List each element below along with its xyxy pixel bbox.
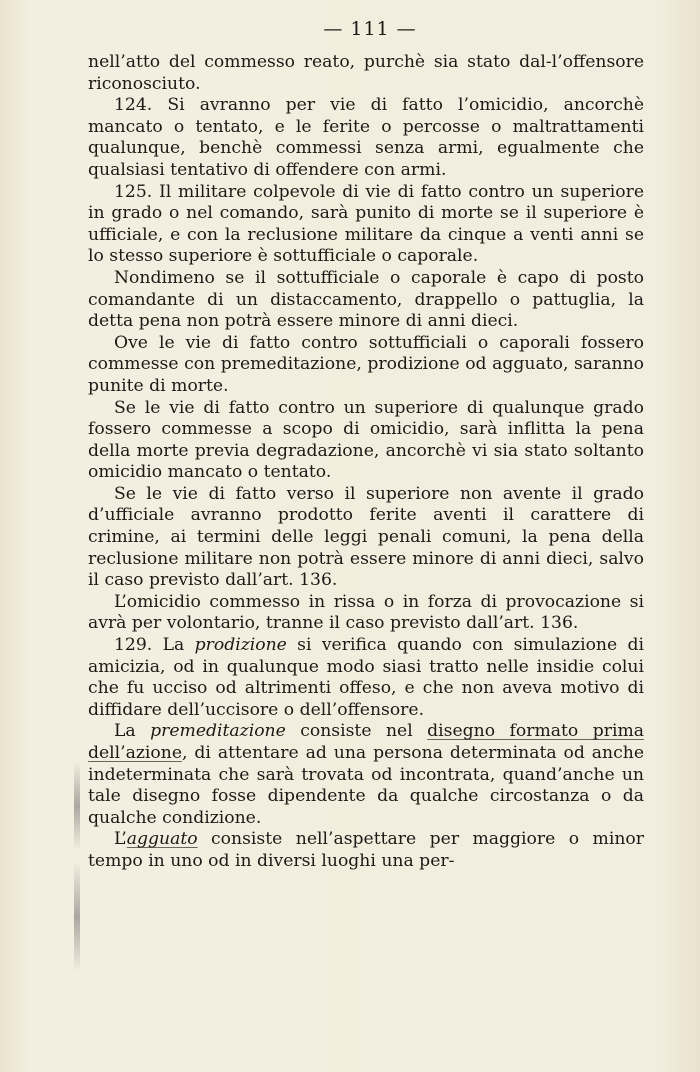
text-run: , di attentare ad una persona determinata od anche indeterminata che sarà trovata od incontrata, quand’anche un tale disegno fosse dipendente da qualche circostanza o da qualche condizione. [88,743,644,828]
body-text [88,52,644,873]
text-run: L’ [114,829,127,850]
paragraph [88,635,644,721]
paragraph [88,592,644,635]
text-run: Se le vie di fatto contro un superiore di qualunque grado fossero commesse a scopo di omicidio, sarà inflitta la pena della morte previa degradazione, ancorchè vi sia stato soltanto omicidio mancato o tentato. [88,397,644,483]
text-run: La [114,721,151,742]
paragraph [88,182,644,268]
text-run: L’omicidio commesso in rissa o in forza di provocazione si avrà per volontario, tranne il caso previsto dall’art. 136. [88,591,644,634]
text-run: nell’atto del commesso reato, purchè sia stato dal-l’offensore riconosciuto. [88,52,644,94]
paragraph [88,268,644,333]
paragraph [88,721,644,829]
text-run: 129. La [114,635,195,656]
paragraph [88,829,644,872]
paragraph [88,95,644,181]
emphasized-term: premeditazione [150,721,286,742]
page-number: — 111 — [323,18,417,40]
text-run: Nondimeno se il sottufficiale o caporale è capo di posto comandante di un distaccamento, drappello o pattuglia, la detta pena non potrà essere minore di anni dieci. [88,267,644,332]
text-run: Ove le vie di fatto contro sottufficiali o caporali fossero commesse con premeditazione, prodizione od agguato, saranno punite di morte. [88,332,644,396]
text-run: disegno formato prima dell’azione [88,721,644,763]
paragraph [88,398,644,484]
paragraph [88,333,644,398]
text-run: 124. Si avranno per vie di fatto l’omicidio, ancorchè mancato o tentato, e le ferite o percosse o maltrattamenti qualunque, benchè commessi senza armi, egualmente che qualsiasi tentativo di offendere con armi. [88,95,644,180]
emphasized-term: agguato [126,829,198,850]
text-run: consiste nell’aspettare per maggiore o minor tempo in uno od in diversi luoghi una per- [88,829,644,871]
text-run: si verifica quando con simulazione di amicizia, od in qualunque modo siasi tratto nelle insidie colui che fu ucciso od altrimenti offeso, e che non aveva motivo di diffidare dell’uccisore o dell’offensore. [88,635,644,720]
text-run: consiste nel [285,721,428,742]
text-run: Se le vie di fatto verso il superiore non avente il grado d’ufficiale avranno prodotto ferite aventi il carattere di crimine, ai termini delle leggi penali comuni, la pena della reclusione militare non potrà essere minore di anni dieci, salvo il caso previsto dall’art. 136. [88,483,644,591]
text-run: 125. Il militare colpevole di vie di fatto contro un superiore in grado o nel comando, sarà punito di morte se il superiore è ufficiale, e con la reclusione militare da cinque a venti anni se lo stesso superiore è sottufficiale o caporale. [88,181,644,267]
emphasized-term: prodizione [194,635,287,656]
margin-pencil-mark [74,862,80,972]
margin-pencil-mark [74,762,80,850]
paragraph [88,484,644,592]
paragraph [88,52,644,95]
